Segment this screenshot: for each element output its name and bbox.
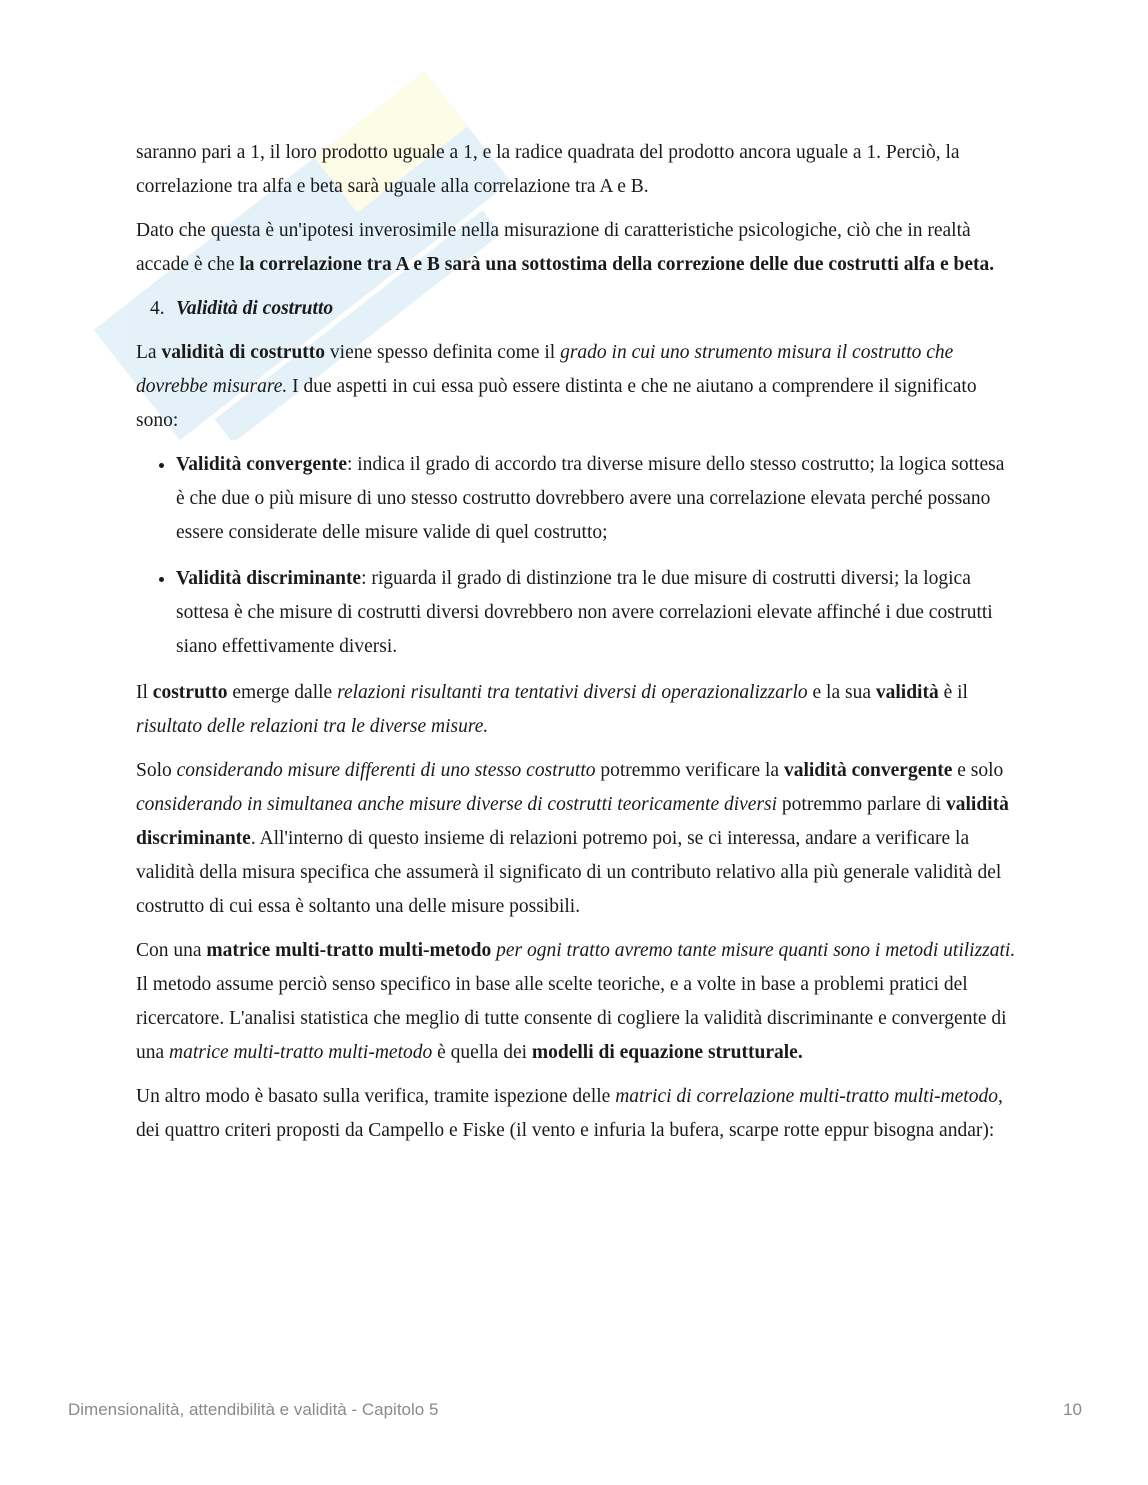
section-heading xyxy=(136,292,1016,326)
paragraph-1: saranno pari a 1, il loro prodotto uguale a 1, e la radice quadrata del prodotto ancora uguale a 1. Perciò, la correlazione tra alfa e beta sarà uguale alla correlazione tra A e B. xyxy=(136,142,960,197)
section-number: 4. xyxy=(150,298,165,319)
section-title: Validità di costrutto xyxy=(176,298,334,319)
paragraph-2: Dato che questa è un'ipotesi inverosimile nella misurazione di caratteristiche psicologiche, ciò che in realtà accade è che la correlazione tra A e B sarà una sottostima della correzione delle due costrutti alfa e beta. xyxy=(136,220,995,275)
page-footer xyxy=(68,1400,1082,1420)
footer-title: Dimensionalità, attendibilità e validità - Capitolo 5 xyxy=(68,1400,439,1419)
list-item: • Validità discriminante: riguarda il grado di distinzione tra le due misure di costrutti diversi; la logica sottesa è che misure di costrutti diversi dovrebbero non avere correlazioni elevate affinché i due costrutti siano effettivamente diversi. xyxy=(176,562,1016,664)
paragraph-5: Solo considerando misure differenti di uno stesso costrutto potremmo verificare la validità convergente e solo considerando in simultanea anche misure diverse di costrutti teoricamente diversi potremmo parlare di validità discriminante. All'interno di questo insieme di relazioni potremo poi, se ci interessa, andare a verificare la validità della misura specifica che assumerà il significato di un contributo relativo alla più generale validità del costrutto di cui essa è soltanto una delle misure possibili. xyxy=(136,760,1009,917)
paragraph-6: Con una matrice multi-tratto multi-metodo per ogni tratto avremo tante misure quanti sono i metodi utilizzati. Il metodo assume perciò senso specifico in base alle scelte teoriche, e a volte in base a problemi pratici del ricercatore. L'analisi statistica che meglio di tutte consente di cogliere la validità discriminante e convergente di una matrice multi-tratto multi-metodo è quella dei modelli di equazione strutturale. xyxy=(136,940,1016,1063)
list-item: • Validità convergente: indica il grado di accordo tra diverse misure dello stesso costrutto; la logica sottesa è che due o più misure di uno stesso costrutto dovrebbero avere una correlazione elevata perché possano essere considerate delle misure valide di quel costrutto; xyxy=(176,448,1016,550)
page-number: 10 xyxy=(1063,1400,1082,1419)
paragraph-7: Un altro modo è basato sulla verifica, tramite ispezione delle matrici di correlazione multi-tratto multi-metodo, dei quattro criteri proposti da Campello e Fiske (il vento e infuria la bufera, scarpe rotte eppur bisogna andar): xyxy=(136,1086,1003,1141)
paragraph-4: Il costrutto emerge dalle relazioni risultanti tra tentativi diversi di operazionalizzarlo e la sua validità è il risultato delle relazioni tra le diverse misure. xyxy=(136,682,968,737)
paragraph-3: La validità di costrutto viene spesso definita come il grado in cui uno strumento misura il costrutto che dovrebbe misurare. I due aspetti in cui essa può essere distinta e che ne aiutano a comprendere il significato sono: xyxy=(136,342,977,431)
page-content xyxy=(136,136,1016,1158)
validity-list xyxy=(136,448,1016,664)
